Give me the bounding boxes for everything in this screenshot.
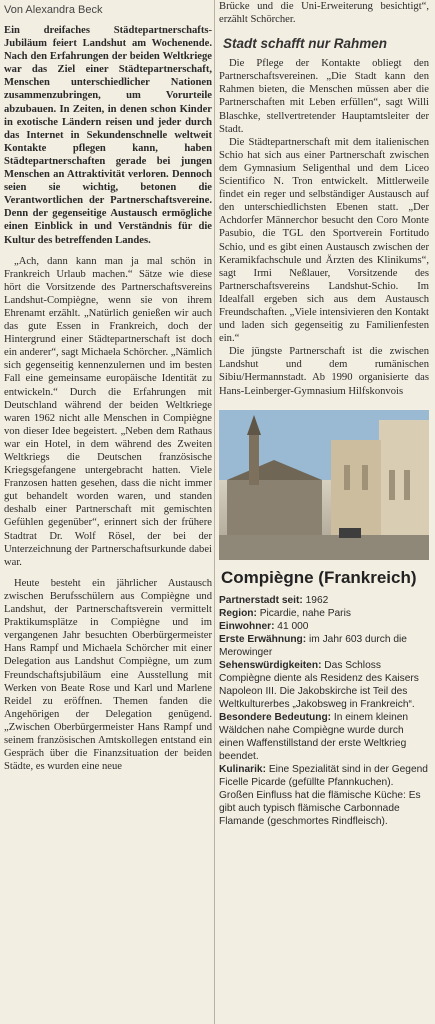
fact-item: Erste Erwähnung: im Jahr 603 durch die Merowinger (219, 633, 407, 658)
right-column (219, 0, 429, 828)
body-paragraph-1: „Ach, dann kann man ja mal schön in Frankreich Urlaub machen.“ Sätze wie diese hört die Vorsitzende des Partnerschaftsvereins Landshut-Compiègne, wenn sie von ihrem Ehrenamt erzählt. „Natürlich genießen wir auch das gute Essen in Frankreich, doch der Hintergrund einer Städtepartnerschaft ist doch ein anderer“, sagt Michaela Schörcher. „Nämlich sich gegenseitig kennenzulernen und im besten Fall eine gemeinsame europäische Identität zu entwickeln.“ Durch die Erfahrungen mit Deutschland während der beiden Weltkriege waren 1962 nicht alle Menschen in Compiègne von dieser Idee begeistert. „Neben dem Rathaus war ein Hotel, in dem während des Zweiten Weltkriegs die Deutschen französische Kriegsgefangene untergebracht hatten. Viele Franzosen hatten gesehen, dass die nicht immer gut behandelt worden waren, und standen deshalb einer Partnerschaft mit gemischten Gefühlen gegenüber“, erinnert sich der frühere Stadtrat Dr. Wolf Rösel, der bei der Unterzeichnung der Partnerschaftsurkunde dabei war. (4, 255, 212, 568)
compiegne-photo (219, 410, 429, 560)
fact-item: Region: Picardie, nahe Paris (219, 607, 351, 619)
fact-box (219, 594, 429, 828)
column-divider (214, 0, 215, 1024)
fact-item: Besondere Bedeutung: In einem kleinen Wäldchen nahe Compiègne wurde durch einen Waffenstillstand der erste Weltkrieg beendet. (219, 711, 409, 762)
body-paragraph-continued: Brücke und die Uni-Erweiterung besichtigt“, erzählt Schörcher. (219, 1, 429, 26)
fact-box-title: Compiègne (Frankreich) (221, 567, 417, 587)
byline: Von Alexandra Beck (4, 4, 103, 16)
fact-item: Kulinarik: Eine Spezialität sind in der Gegend Ficelle Picarde (gefüllte Pfannkuchen). Großen Einfluss hat die flämische Küche: Es gibt auch typisch flämische Carbonnade Flamande (geschmortes Rindfleisch). (219, 763, 428, 827)
fact-item: Einwohner: 41 000 (219, 620, 309, 632)
fact-item: Partnerstadt seit: 1962 (219, 594, 329, 606)
body-paragraph-2: Heute besteht ein jährlicher Austausch zwischen Berufsschülern aus Compiègne und Landshut, der Partnerschaftsverein vermittelt Praktikumsplätze in Compiègne und im vergangenen Jahr besuchten Oberbürgermeister Hans Rampf und Michaela Schörcher mit einer Delegation aus Landshut Compiègne, um zum Freundschaftsjubiläum eine Ausstellung mit Werken von Beate Rose und Karl und Marlene Reidel zu eröffnen. Themen fanden die Angehörigen der Delegation genügend. „Zwischen Oberbürgermeister Hans Rampf und seinem französischen Amtskollegen entstand ein Gespräch über die Finanzsituation der beiden Städte, es wurden eine neue (4, 577, 212, 773)
left-column (4, 0, 212, 773)
body-paragraph-5: Die jüngste Partnerschaft ist die zwischen Landshut und dem rumänischen Sibiu/Hermannstadt. Ab 1990 organisierte das Hans-Leinberger-Gymnasium Hilfskonvois (219, 346, 429, 397)
lead-paragraph: Ein dreifaches Städtepartnerschafts-Jubiläum feiert Landshut am Wochenende. Nach den Erfahrungen der beiden Weltkriege war das Ziel einer Städtepartnerschaft, Menschen unterschiedlicher Nationen zusammenzubringen, um Vorurteile abzubauen. In Zeiten, in denen schon Kinder in exotische Ländern reisen und jeder durch das Internet in Sekundenschnelle weltweit Kontakte pflegen kann, haben Städtepartnerschaften gerade bei jungen Menschen an Attraktivität verloren. Dennoch seien sie wichtig, betonen die Verantwortlichen der Partnerschaftsvereine. Denn der gegenseitige Austausch ermögliche einen Einblick in und Verständnis für die Kultur des betreffenden Landes. (4, 25, 212, 246)
fact-item: Sehenswürdigkeiten: Das Schloss Compiègne diente als Residenz des Kaisers Napoleon III. Die Jakobskirche ist Teil des Weltkulturerbes „Jakobsweg in Frankreich“. (219, 659, 419, 710)
section-subheading: Stadt schafft nur Rahmen (223, 36, 388, 52)
body-paragraph-4: Die Städtepartnerschaft mit dem italienischen Schio hat sich aus einer Partnerschaft zwischen dem Gymnasium Seligenthal und dem Liceo Scientifico N. Tron entwickelt. Mittlerweile findet ein reger und selbständiger Austausch auf den unterschiedlichsten Ebenen statt. „Der Achdorfer Männerchor besucht den Coro Monte Pasubio, die TGL den Sportverein Fortitudo Schio, und es gibt einen Austausch zwischen der Keramikfachschule und Ärzten des Klinikums“, sagt Irmi Neßlauer, Vorsitzende des Partnerschaftsvereins Landshut-Schio. Im Idealfall ergeben sich aus dem Austausch Freundschaften. „Viele intensivieren den Kontakt und laden sich gegenseitig zu Familienfesten ein.“ (219, 136, 429, 345)
body-paragraph-3: Die Pflege der Kontakte obliegt den Partnerschaftsvereinen. „Die Stadt kann den Rahmen bieten, die Menschen müssen aber die Partnerschaften mit Leben erfüllen“, sagt Willi Blaschke, stellvertretender Hauptamtsleiter der Stadt. (219, 58, 429, 135)
